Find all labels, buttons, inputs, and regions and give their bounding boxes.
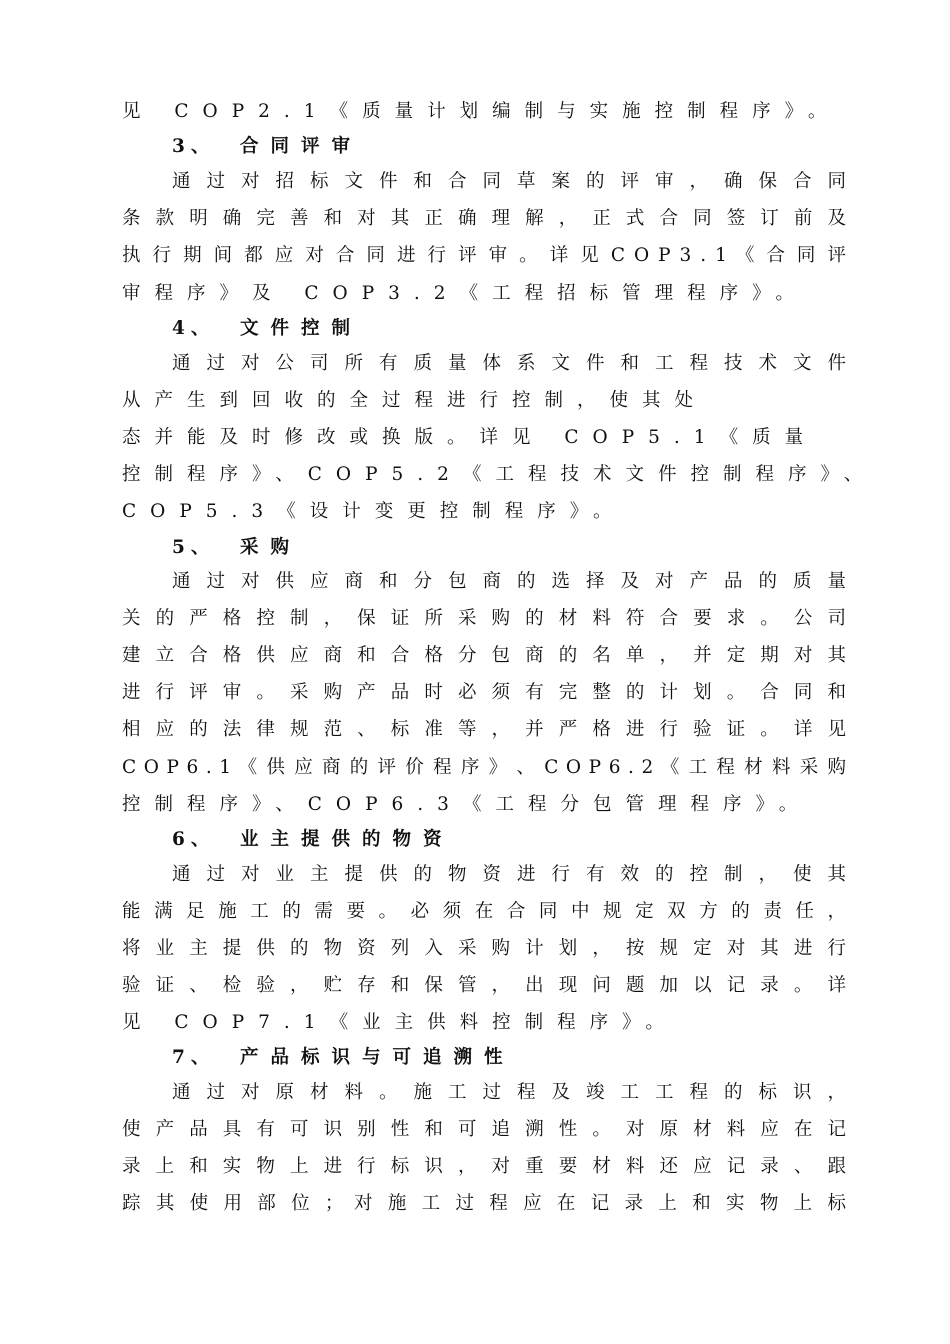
paragraph-line: 将 业 主 提 供 的 物 资 列 入 采 购 计 划 ， 按 规 定 对 其 进 行 xyxy=(122,938,846,959)
paragraph-line: 通 过 对 招 标 文 件 和 合 同 草 案 的 评 审 ， 确 保 合 同 xyxy=(172,171,846,192)
section-heading xyxy=(172,828,454,852)
section-heading xyxy=(172,135,362,159)
paragraph-line: 通 过 对 供 应 商 和 分 包 商 的 选 择 及 对 产 品 的 质 量 xyxy=(172,571,846,592)
section-title: 文件控制 xyxy=(240,318,363,339)
paragraph-line: 踪 其 使 用 部 位 ； 对 施 工 过 程 应 在 记 录 上 和 实 物 上 标 xyxy=(122,1193,846,1214)
paragraph-line: 见 COP2.1《质量计划编制与实施控制程序》。 xyxy=(122,101,841,122)
paragraph-line: 通 过 对 公 司 所 有 质 量 体 系 文 件 和 工 程 技 术 文 件 xyxy=(172,353,846,374)
paragraph-line: COP5.3《设计变更控制程序》。 xyxy=(122,501,626,522)
paragraph-line: 验 证 、 检 验 ， 贮 存 和 保 管 ， 出 现 问 题 加 以 记 录 。 详 xyxy=(122,975,846,996)
paragraph-line: 关 的 严 格 控 制 ， 保 证 所 采 购 的 材 料 符 合 要 求 。 公 司 xyxy=(122,608,846,629)
paragraph-line: 进 行 评 审 。 采 购 产 品 时 必 须 有 完 整 的 计 划 。 合 同 和 xyxy=(122,682,846,703)
paragraph-line: 建 立 合 格 供 应 商 和 合 格 分 包 商 的 名 单 ， 并 定 期 对 其 xyxy=(122,645,846,666)
section-title: 产品标识与可追溯性 xyxy=(240,1047,515,1068)
paragraph-line: C O P 6 . 1 《 供 应 商 的 评 价 程 序 》 、 C O P 6 . 2 《 工 程 材 料 采 购 xyxy=(122,757,846,778)
section-number: 4、 xyxy=(172,318,216,339)
paragraph-line: 执 行 期 间 都 应 对 合 同 进 行 评 审 。 详 见 C O P 3 . 1 《 合 同 评 xyxy=(122,245,846,266)
section-title: 业主提供的物资 xyxy=(240,829,454,850)
section-number: 7、 xyxy=(172,1047,216,1068)
paragraph-line: 审程序》及 COP3.2《工程招标管理程序》。 xyxy=(122,283,808,304)
section-number: 5、 xyxy=(172,537,216,558)
paragraph-line: 条 款 明 确 完 善 和 对 其 正 确 理 解 ， 正 式 合 同 签 订 前 及 xyxy=(122,208,846,229)
paragraph-line: 通 过 对 业 主 提 供 的 物 资 进 行 有 效 的 控 制 ， 使 其 xyxy=(172,864,846,885)
section-title: 采购 xyxy=(240,537,302,558)
section-number: 3、 xyxy=(172,136,216,157)
section-number: 6、 xyxy=(172,829,216,850)
section-heading xyxy=(172,317,362,341)
paragraph-line: 态并能及时修改或换版。详见 COP5.1《质量 xyxy=(122,427,818,448)
section-heading xyxy=(172,536,301,560)
paragraph-line: 控制程序》、COP5.2《工程技术文件控制程序》、 xyxy=(122,464,877,485)
section-heading xyxy=(172,1046,515,1070)
paragraph-line: 见 COP7.1《业主供料控制程序》。 xyxy=(122,1012,678,1033)
paragraph-line: 使 产 品 具 有 可 识 别 性 和 可 追 溯 性 。 对 原 材 料 应 在 记 xyxy=(122,1119,846,1140)
paragraph-line: 从产生到回收的全过程进行控制，使其处 xyxy=(122,390,708,411)
paragraph-line: 能 满 足 施 工 的 需 要 。 必 须 在 合 同 中 规 定 双 方 的 责 任 ， xyxy=(122,901,846,922)
paragraph-line: 相 应 的 法 律 规 范 、 标 准 等 ， 并 严 格 进 行 验 证 。 详 见 xyxy=(122,719,846,740)
paragraph-line: 控制程序》、COP6.3《工程分包管理程序》。 xyxy=(122,794,812,815)
paragraph-line: 录 上 和 实 物 上 进 行 标 识 ， 对 重 要 材 料 还 应 记 录 、 跟 xyxy=(122,1156,846,1177)
paragraph-line: 通 过 对 原 材 料 。 施 工 过 程 及 竣 工 工 程 的 标 识 ， xyxy=(172,1082,846,1103)
section-title: 合同评审 xyxy=(240,136,363,157)
